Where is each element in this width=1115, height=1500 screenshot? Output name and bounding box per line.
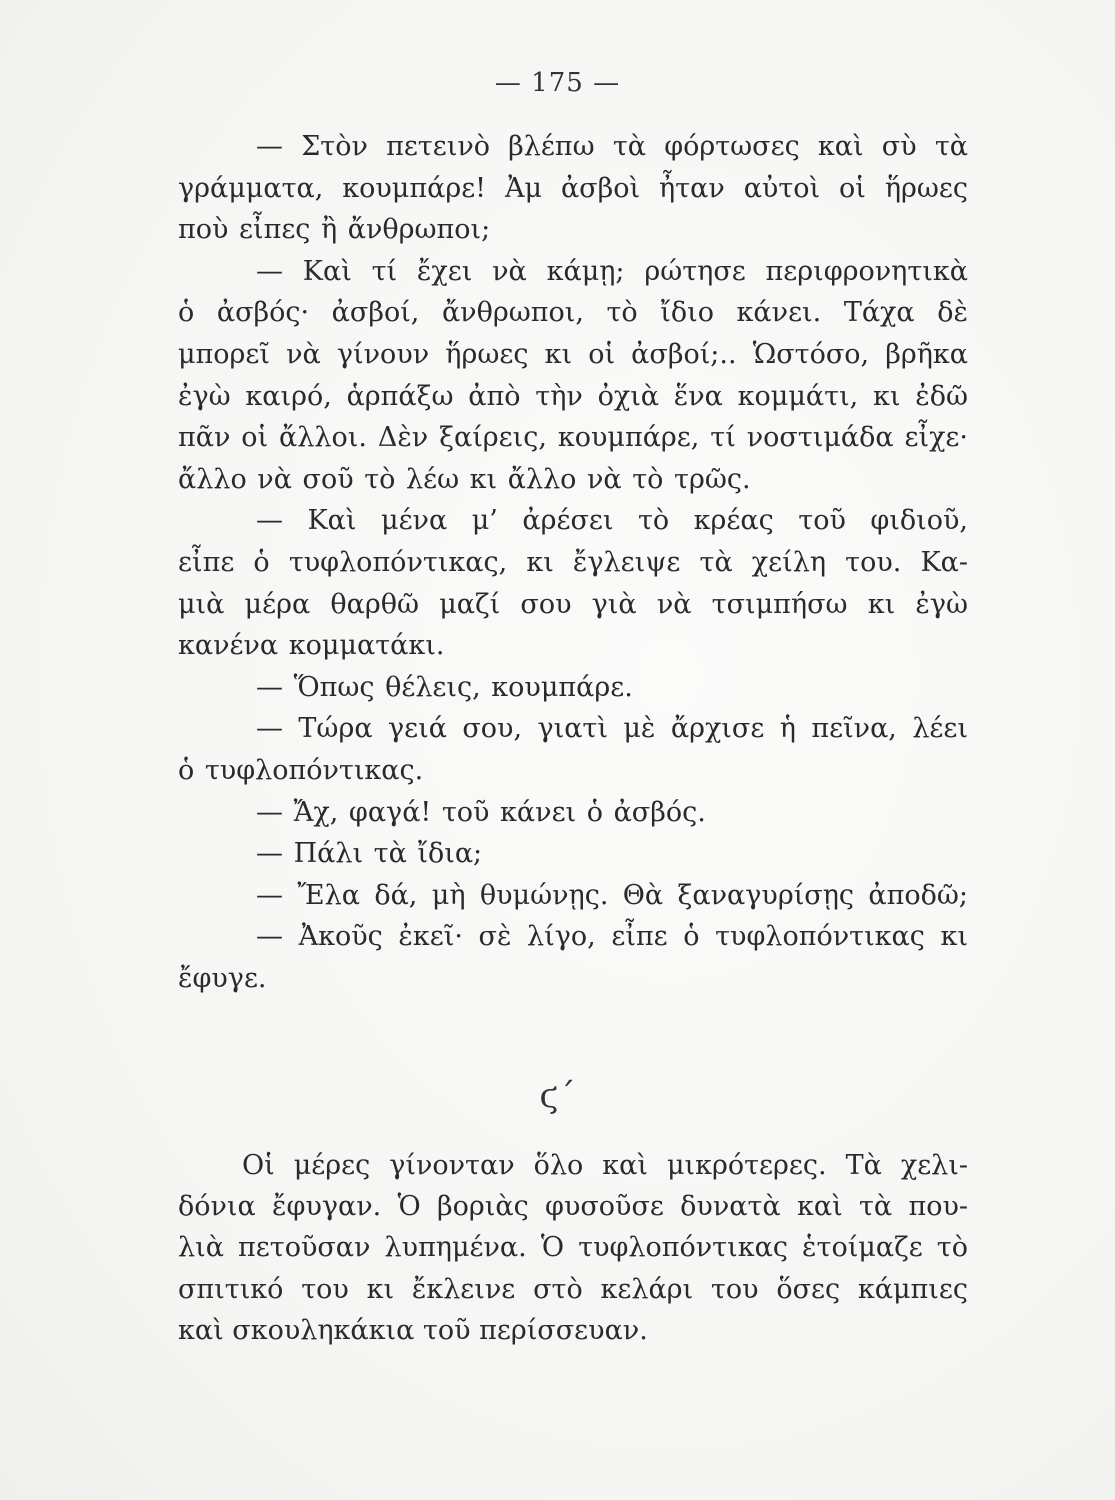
text-line: μιὰ μέρα θαρθῶ μαζί σου γιὰ νὰ τσιμπήσω κι ἐγὼ bbox=[178, 588, 968, 620]
text-line: — Καὶ μένα μ’ ἀρέσει τὸ κρέας τοῦ φιδιοῦ, bbox=[256, 505, 968, 537]
text-line: μπορεῖ νὰ γίνουν ἥρωες κι οἱ ἀσβοί;.. Ὡστόσο, βρῆκα bbox=[178, 338, 968, 370]
chapter-text-block bbox=[178, 1145, 968, 1351]
text-line: — Στὸν πετεινὸ βλέπω τὰ φόρτωσες καὶ σὺ τὰ bbox=[256, 131, 968, 162]
text-line: εἶπε ὁ τυφλοπόντικας, κι ἔγλειψε τὰ χείλη του. Κα- bbox=[178, 546, 968, 578]
text-line: ἔφυγε. bbox=[178, 962, 267, 994]
text-line: καὶ σκουληκάκια τοῦ περίσσευαν. bbox=[178, 1314, 648, 1346]
text-line: λιὰ πετοῦσαν λυπημένα. Ὁ τυφλοπόντικας ἑτοίμαζε τὸ bbox=[178, 1232, 968, 1264]
dialogue-text-block bbox=[178, 126, 968, 999]
text-line: — Ἀκοῦς ἐκεῖ· σὲ λίγο, εἶπε ὁ τυφλοπόντικας κι bbox=[256, 921, 968, 953]
text-line: — Πάλι τὰ ἴδια; bbox=[256, 838, 483, 870]
text-line: — Ἔλα δά, μὴ θυμώνῃς. Θὰ ξαναγυρίσῃς ἀποδῶ; bbox=[256, 879, 968, 911]
text-line: ποὺ εἶπες ἢ ἄνθρωποι; bbox=[178, 214, 491, 246]
text-line: δόνια ἔφυγαν. Ὁ βοριὰς φυσοῦσε δυνατὰ καὶ τὰ που- bbox=[178, 1191, 968, 1223]
text-line: — Ἄχ, φαγά! τοῦ κάνει ὁ ἀσβός. bbox=[256, 796, 706, 828]
text-line: ἄλλο νὰ σοῦ τὸ λέω κι ἄλλο νὰ τὸ τρῶς. bbox=[178, 463, 751, 495]
page-number: — 175 — bbox=[494, 68, 621, 98]
text-line: πᾶν οἱ ἄλλοι. Δὲν ξαίρεις, κουμπάρε, τί νοστιμάδα εἶχε· bbox=[178, 422, 968, 454]
text-line: ὁ τυφλοπόντικας. bbox=[178, 754, 424, 786]
text-line: — Ὅπως θέλεις, κουμπάρε. bbox=[256, 671, 633, 703]
text-line: Οἱ μέρες γίνονταν ὅλο καὶ μικρότερες. Τὰ χελι- bbox=[242, 1150, 968, 1181]
text-line: ἐγὼ καιρό, ἁρπάξω ἀπὸ τὴν ὀχιὰ ἕνα κομμάτι, κι ἐδῶ bbox=[178, 380, 968, 412]
text-line: — Καὶ τί ἔχει νὰ κάμῃ; ρώτησε περιφρονητικὰ bbox=[256, 255, 968, 287]
text-line: — Τώρα γειά σου, γιατὶ μὲ ἄρχισε ἡ πεῖνα, λέει bbox=[256, 713, 968, 745]
text-line: ὁ ἀσβός· ἀσβοί, ἄνθρωποι, τὸ ἴδιο κάνει. Τάχα δὲ bbox=[178, 297, 968, 329]
chapter-number: ϛ΄ bbox=[539, 1076, 576, 1116]
text-line: κανένα κομματάκι. bbox=[178, 630, 445, 662]
text-line: γράμματα, κουμπάρε! Ἀμ ἀσβοὶ ἦταν αὐτοὶ οἱ ἥρωες bbox=[178, 172, 968, 204]
text-line: σπιτικό του κι ἔκλεινε στὸ κελάρι του ὅσες κάμπιες bbox=[178, 1273, 968, 1305]
